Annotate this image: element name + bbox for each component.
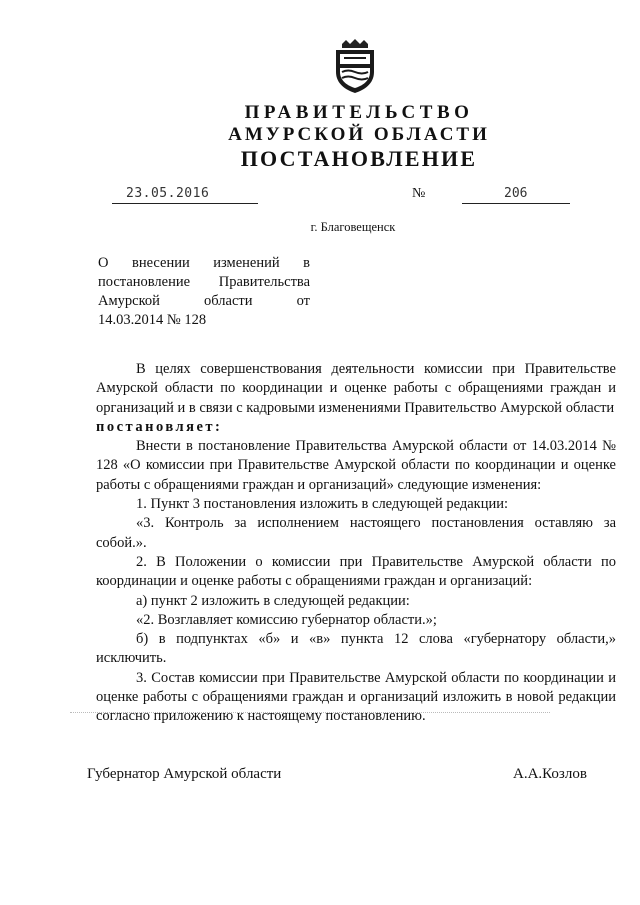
subject-line: О внесении изменений в	[98, 255, 310, 271]
body-paragraph: 2. В Положении о комиссии при Правительстве Амурской области по координации и оценке работы с обращениями граждан и организаций:	[96, 553, 616, 590]
signatory-name: А.А.Козлов	[513, 766, 587, 782]
body-paragraph: «3. Контроль за исполнением настоящего постановления оставляю за собой.».	[96, 515, 616, 551]
document-number: 206	[462, 186, 570, 204]
body-paragraph: а) пункт 2 изложить в следующей редакции:	[136, 592, 410, 609]
document-subject	[98, 254, 310, 330]
body-paragraph: Внести в постановление Правительства Амурской области от 14.03.2014 № 128 «О комиссии при Правительстве Амурской области по координации и оценке работы с обращениями граждан и организаций» следующие изменения:	[96, 438, 616, 493]
body-paragraph: 1. Пункт 3 постановления изложить в следующей редакции:	[136, 496, 509, 513]
signatory-role: Губернатор Амурской области	[87, 766, 282, 782]
coat-of-arms-icon	[332, 38, 378, 94]
document-body	[96, 360, 616, 727]
government-title: ПРАВИТЕЛЬСТВО	[244, 102, 474, 123]
decree-word: постановляет:	[96, 418, 223, 435]
region-title: АМУРСКОЙ ОБЛАСТИ	[228, 124, 490, 145]
document-type-title: ПОСТАНОВЛЕНИЕ	[240, 146, 478, 171]
city-name: г. Благовещенск	[310, 220, 396, 234]
preamble-paragraph: В целях совершенствования деятельности комиссии при Правительстве Амурской области по координации и оценке работы с обращениями граждан и организаций и в связи с кадровыми изменениями Правительство Амурской области	[96, 361, 616, 416]
scan-artifact-divider	[70, 712, 550, 714]
subject-line: Амурской области от	[98, 293, 310, 309]
body-paragraph: 3. Состав комиссии при Правительстве Амурской области по координации и оценке работы с обращениями граждан и организаций изложить в новой редакции согласно приложению к настоящему постановлению.	[96, 669, 616, 725]
number-label: №	[412, 186, 426, 201]
body-paragraph: б) в подпунктах «б» и «в» пункта 12 слова «губернатору области,» исключить.	[96, 631, 616, 667]
body-paragraph: «2. Возглавляет комиссию губернатор области.»;	[136, 611, 437, 628]
subject-line: 14.03.2014 № 128	[98, 312, 207, 328]
document-date: 23.05.2016	[112, 186, 258, 204]
subject-line: постановление Правительства	[98, 274, 310, 290]
